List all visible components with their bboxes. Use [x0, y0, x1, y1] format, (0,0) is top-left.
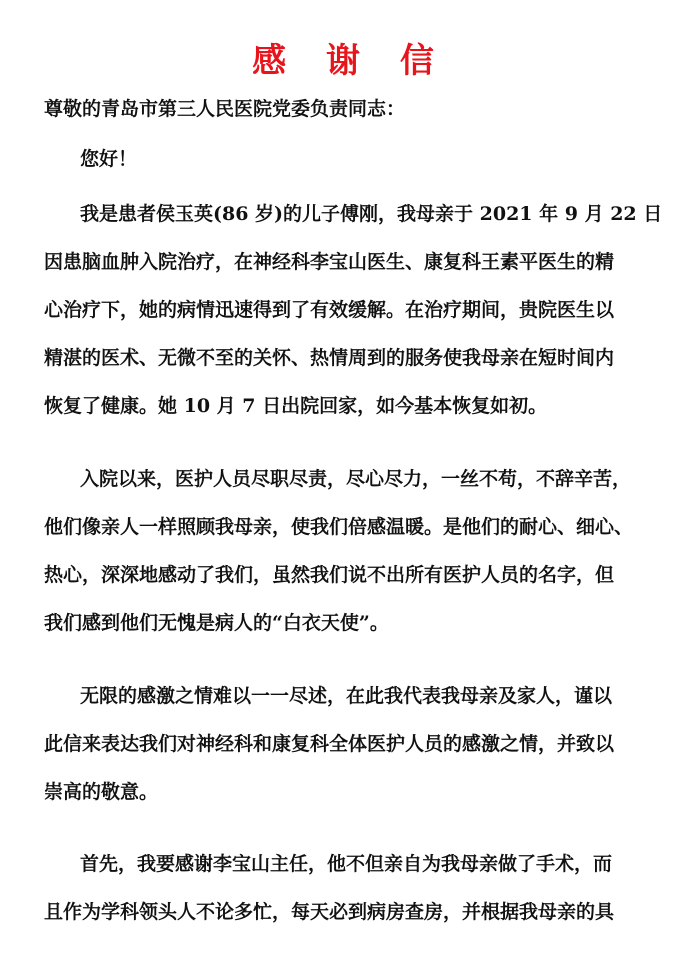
- paragraph-1-line-2: 因患脑血肿入院治疗，在神经科李宝山医生、康复科王素平医生的精: [44, 251, 615, 273]
- salutation: 尊敬的青岛市第三人民医院党委负责同志：: [44, 98, 406, 120]
- letter-title: 感 谢 信: [252, 41, 448, 81]
- paragraph-1-line-1: 我是患者侯玉英(86 岁)的儿子傅刚，我母亲于 2021 年 9 月 22 日: [80, 203, 663, 225]
- paragraph-1-line-4: 精湛的医术、无微不至的关怀、热情周到的服务使我母亲在短时间内: [44, 347, 615, 369]
- paragraph-2-line-2: 他们像亲人一样照顾我母亲，使我们倍感温暖。是他们的耐心、细心、: [44, 516, 634, 538]
- paragraph-4-line-1: 首先，我要感谢李宝山主任，他不但亲自为我母亲做了手术，而: [80, 853, 613, 875]
- paragraph-2-line-4: 我们感到他们无愧是病人的“白衣天使”。: [44, 612, 389, 634]
- paragraph-3-line-1: 无限的感激之情难以一一尽述，在此我代表我母亲及家人，谨以: [80, 685, 613, 707]
- paragraph-3-line-2: 此信来表达我们对神经科和康复科全体医护人员的感激之情，并致以: [44, 733, 615, 755]
- paragraph-1-line-3: 心治疗下，她的病情迅速得到了有效缓解。在治疗期间，贵院医生以: [44, 299, 615, 321]
- paragraph-2-line-3: 热心，深深地感动了我们，虽然我们说不出所有医护人员的名字，但: [44, 564, 615, 586]
- paragraph-2-line-1: 入院以来，医护人员尽职尽责，尽心尽力，一丝不苟，不辞辛苦，: [80, 468, 632, 490]
- paragraph-4-line-2: 且作为学科领头人不论多忙，每天必到病房查房，并根据我母亲的具: [44, 901, 615, 923]
- paragraph-3-line-3: 崇高的敬意。: [44, 781, 159, 803]
- greeting: 您好！: [80, 148, 138, 170]
- paragraph-1-line-5: 恢复了健康。她 10 月 7 日出院回家，如今基本恢复如初。: [44, 395, 548, 417]
